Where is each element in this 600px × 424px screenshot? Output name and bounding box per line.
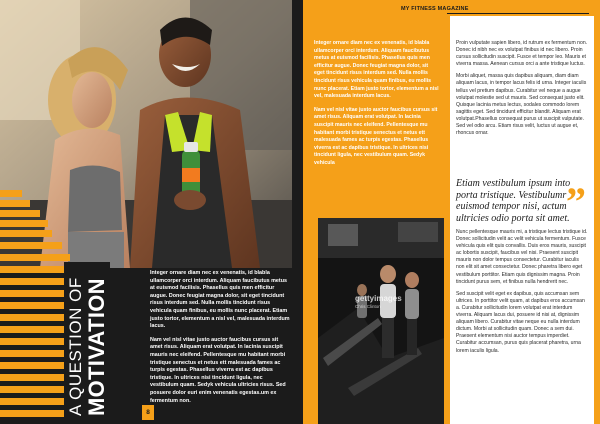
left-body-text <box>150 270 292 411</box>
headline-line-1: A QUESTION OF <box>66 277 85 416</box>
headline-block <box>64 262 110 422</box>
header-rule <box>447 13 589 14</box>
left-page <box>0 0 299 424</box>
decorative-stripes <box>0 190 70 424</box>
stripe <box>0 290 64 297</box>
watermark-logo: gettyimages <box>355 294 402 303</box>
pull-quote: Etiam vestibulum ipsum into porta tristique. Vestibulumr euismod tempor nisi, actum ultricies odio porta sit amet. <box>456 178 571 224</box>
stripe <box>0 410 64 417</box>
stripe <box>0 200 30 207</box>
stripe <box>0 190 22 197</box>
middle-paragraph-1: Integer ornare diam nec ex venenatis, id blabla ullamcorper orci interdum. Aliquam faucibutus metus at euismod facilisis. Phasellus quis men efficitur augue. Donec feugiat magna dolor, sit eget tincidunt risus interdum sed. Nulla mollis tincidunt risus vehicula quam finibus, eu mollis nunc placerat. Etiam justo tortor, elementum a nisl vel, malesuada interdum lacus. <box>314 40 439 100</box>
watermark-credit: Chris Clinton <box>355 304 381 309</box>
stripe <box>0 302 64 309</box>
stripe <box>0 314 64 321</box>
right-column <box>450 16 594 424</box>
quote-mark-icon: ” <box>566 179 586 224</box>
gym-photo <box>318 218 444 424</box>
headline-rotated <box>64 262 110 422</box>
right-paragraph-3: Nunc pellentesque mauris mi, a tristique lectus tristique id. Donec sollicitudin velit ac velit vehicula fermentum. Fusce vehicula quis elit quis convallis. Duis eros mauris, suscipit ac lobortis suscipit, faucibus vel nisi. Praesent suscipit mauris non dolor tempus consectetur. Curabitur iaculis non elit sit amet consectetur. Donec pharetra libero eget vestibulum porttitor. Etiam quis dignissim magna. Proin tincidunt purus sem, et finibus nulla hendrerit nec. <box>456 229 588 285</box>
right-paragraph-1: Proin vulputate sapien libero, id rutrum ex fermentum non. Donec id nibh nec ex volutpat finibus id nec libero. Proin cursus sollicitudin suscipit. Fusce et tempor leo. Mauris et viverra massa. Aenean cursus orci a ante tristique luctus. <box>456 40 588 68</box>
right-text-lower <box>456 229 588 360</box>
left-paragraph-2: Nam vel nisl vitae justo auctor faucibus cursus sit amet risus. Aliquam erat volutpat. In lacinia suscipit mauris nec eleifend. Pellentesque mu habitant morbi tristique senectus et netus ett malesuada fames ac turpis egestas. Phasellus viverra est ac dapibus tristique. In ultrices nisi tincidunt ligula, nec vestibulum quam. Sedyk vehicula ultricies risus. Sed posuere dolor euri enim venenatis egestas.um ex fermentum non. <box>150 336 286 404</box>
stripe <box>0 220 48 227</box>
stripe <box>0 210 40 217</box>
stripe <box>0 266 70 273</box>
stripe <box>0 326 64 333</box>
stripe <box>0 398 64 405</box>
stripe <box>0 386 64 393</box>
stripe <box>0 338 64 345</box>
magazine-title: MY FITNESS MAGAZINE <box>401 6 469 12</box>
stripe <box>0 362 64 369</box>
stripe <box>0 374 64 381</box>
stripe <box>0 350 64 357</box>
left-paragraph-1: Integer ornare diam nec ex venenatis, id blabla ullamcorper orci interdum. Aliquam faucibutus metus at euismod facilisis. Phasellus quis men efficitur augue. Donec feugiat magna dolor, sit eget tincidunt risus interdum sed. Nulla mollis tincidunt risus vehicula quam finibus, eu mollis nunc placerat. Etiam justo tortor, elementum a nisl vel, malesuada interdum lacus. <box>150 270 290 330</box>
right-paragraph-2: Morbi aliquet, massa quis dapibus aliquam, diam diam aliquam lacus, in tempor lacus felis id urna. Integer iaculis tellus vel pretium dapibus. Curabitur vel neque a augue volutpat molestie sed ut mauris. Sed consequat justo elit. Quisque lacinia metus lectus, sodales commodo lorem sagittis eget. Sed tincidunt efficitur blandit. Aliquam erat volutpat.Phasellus consequat purus ut suscipit vulputate. Sed vel odio arcu. Etiam risus velit, luctus ut augue et, rhoncus ornar. <box>456 73 587 137</box>
right-paragraph-4: Sed suscipit velit eget ex dapibus, quis accumsan sem ultrices. In porttitor velit quam, at dapibus eros accumsan a. Curabitur sollicitudin lorem volutpat erat interdum viverra. Aliquam lacus dui, posuere id nisi at, dignissim aliquam libero. Curabitur vitae neque eu nulla interdum dictum. Morbi at sollicitudin quam. Donec a sem dui. Praesent elementum nisi auctor tempus imperdiet. Curabitur accumsan, purus quis placerat pharetra, urna lorem iaculis ligula. <box>456 290 585 354</box>
page-number: 8 <box>142 405 154 420</box>
gym-photo-image <box>318 218 444 424</box>
headline-line-2: MOTIVATION <box>84 278 109 416</box>
middle-column <box>314 40 440 174</box>
middle-paragraph-2: Nam vel nisl vitae justo auctor faucibus cursus sit amet risus. Aliquam erat volutpat. In lacinia suscipit mauris nec eleifend. Pellentesque mu habitant morbi tristique senectus et netus ett malesuada fames ac turpis egestas. Phasellus viverra est ac dapibus tristique. In ultrices nisi tincidunt ligula, nec vestibulum quam. Sedyk vehicula <box>314 106 438 166</box>
stripe <box>0 242 62 249</box>
stripe <box>0 254 70 261</box>
right-text-upper <box>456 40 588 142</box>
stripe <box>0 278 64 285</box>
stripe <box>0 230 52 237</box>
